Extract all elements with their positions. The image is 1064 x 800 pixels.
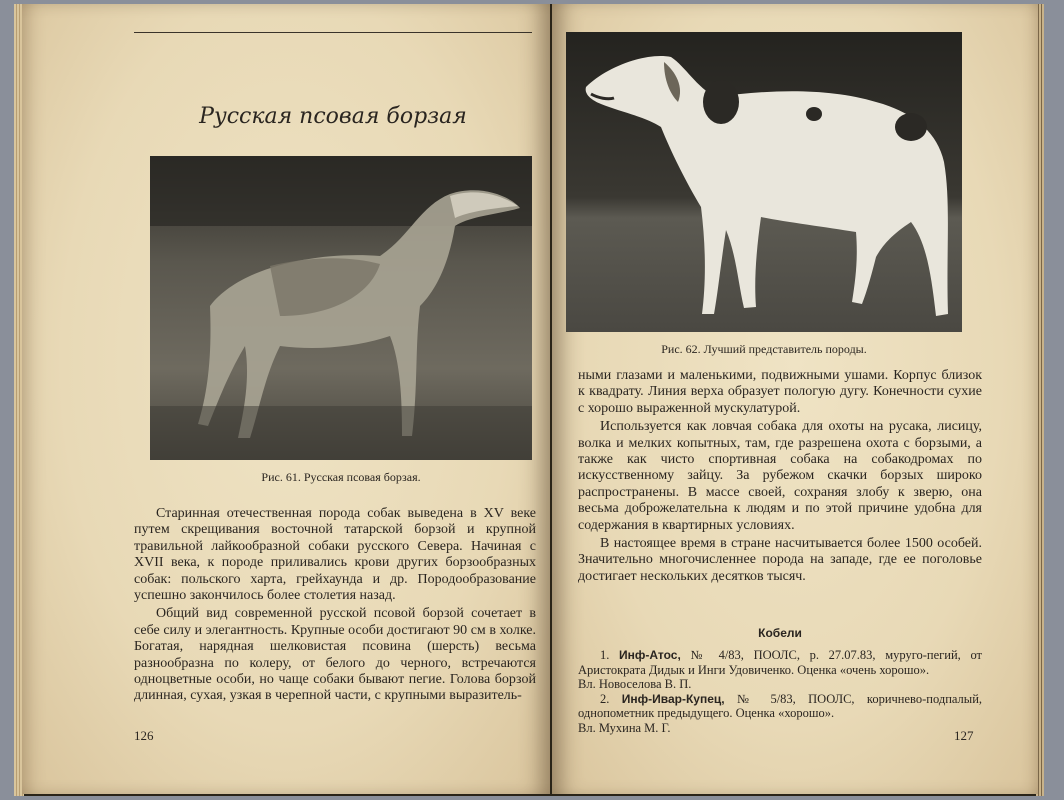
page-title: Русская псовая борзая xyxy=(199,104,467,129)
right-page xyxy=(552,4,1038,794)
entry-owner: Вл. Мухина М. Г. xyxy=(578,720,671,735)
top-rule xyxy=(134,32,532,33)
page-number-left: 126 xyxy=(134,728,154,743)
figure-62-caption: Рис. 62. Лучший представитель породы. xyxy=(661,342,867,356)
section-heading: Кобели xyxy=(758,626,802,640)
left-body-text xyxy=(134,506,536,705)
entry-owner: Вл. Новоселова В. П. xyxy=(578,677,692,691)
left-page xyxy=(22,4,550,794)
open-book xyxy=(14,4,1044,796)
paragraph: ными глазами и маленькими, подвижными ушами. Корпус близок к квадрату. Линия верха образует пологую дугу. Конечности сухие с хорошо выраженной мускулатурой. xyxy=(578,368,982,416)
entry-name: Инф-Атос, xyxy=(619,648,681,662)
list-item xyxy=(578,692,982,721)
paragraph: Используется как ловчая собака для охоты на русака, лисицу, волка и мелких копытных, там, где разрешена охота с борзыми, а также как чисто спортивная собака на собакодромах по искусственному зайцу. За рубежом скачки борзых широко распространены. В массе своей, сохраняя злобу к зверю, она весьма доброжелательна к людям и по этой причине удобна для содержания в квартирных условиях. xyxy=(578,419,982,533)
entry-details: № 5/83, ПООЛС, коричнево-подпалый, однопометник предыдущего. Оценка «хорошо». xyxy=(578,691,983,720)
figure-62-photo xyxy=(566,32,962,332)
page-number-right: 127 xyxy=(954,728,974,743)
registry-entries xyxy=(578,648,982,735)
paragraph: Старинная отечественная порода собак выведена в XV веке путем скрещивания восточной татарской борзой и крупной травильной лайкообразной собаки русского Севера. Начиная с XVII века, к породе приливались крови других борзообразных собак: польского харта, грейхаунда и др. Породообразование успешно закончилось более столетия назад. xyxy=(134,506,536,604)
paragraph: Общий вид современной русской псовой борзой сочетает в себе силу и элегантность. Крупные особи достигают 90 см в холке. Богатая, нарядная шелковистая псовина (шерсть) весьма разнообразна по колеру, от белого до черного, встречаются одноцветные особи, но чаще собаки бывают пегие. Голова борзой длинная, сухая, узкая в черепной части, с крупными выразитель- xyxy=(134,606,536,704)
paragraph: В настоящее время в стране насчитывается более 1500 особей. Значительно многочисленнее порода на западе, где ее поголовье достигает нескольких десятков тысяч. xyxy=(578,536,982,584)
figure-61-caption: Рис. 61. Русская псовая борзая. xyxy=(261,470,421,484)
entry-name: Инф-Ивар-Купец, xyxy=(621,691,725,706)
figure-61-photo xyxy=(150,156,532,460)
entry-number: 2. xyxy=(600,691,610,706)
best-borzoi-photo-image xyxy=(566,32,962,332)
borzoi-photo-image xyxy=(150,156,532,460)
entry-details: № 4/83, ПООЛС, р. 27.07.83, муруго-пегий, от Аристократа Дидык и Инги Удовиченко. Оценка «очень хорошо». xyxy=(578,648,982,677)
right-body-text xyxy=(578,368,982,585)
list-item xyxy=(578,648,982,677)
entry-number: 1. xyxy=(600,648,610,662)
